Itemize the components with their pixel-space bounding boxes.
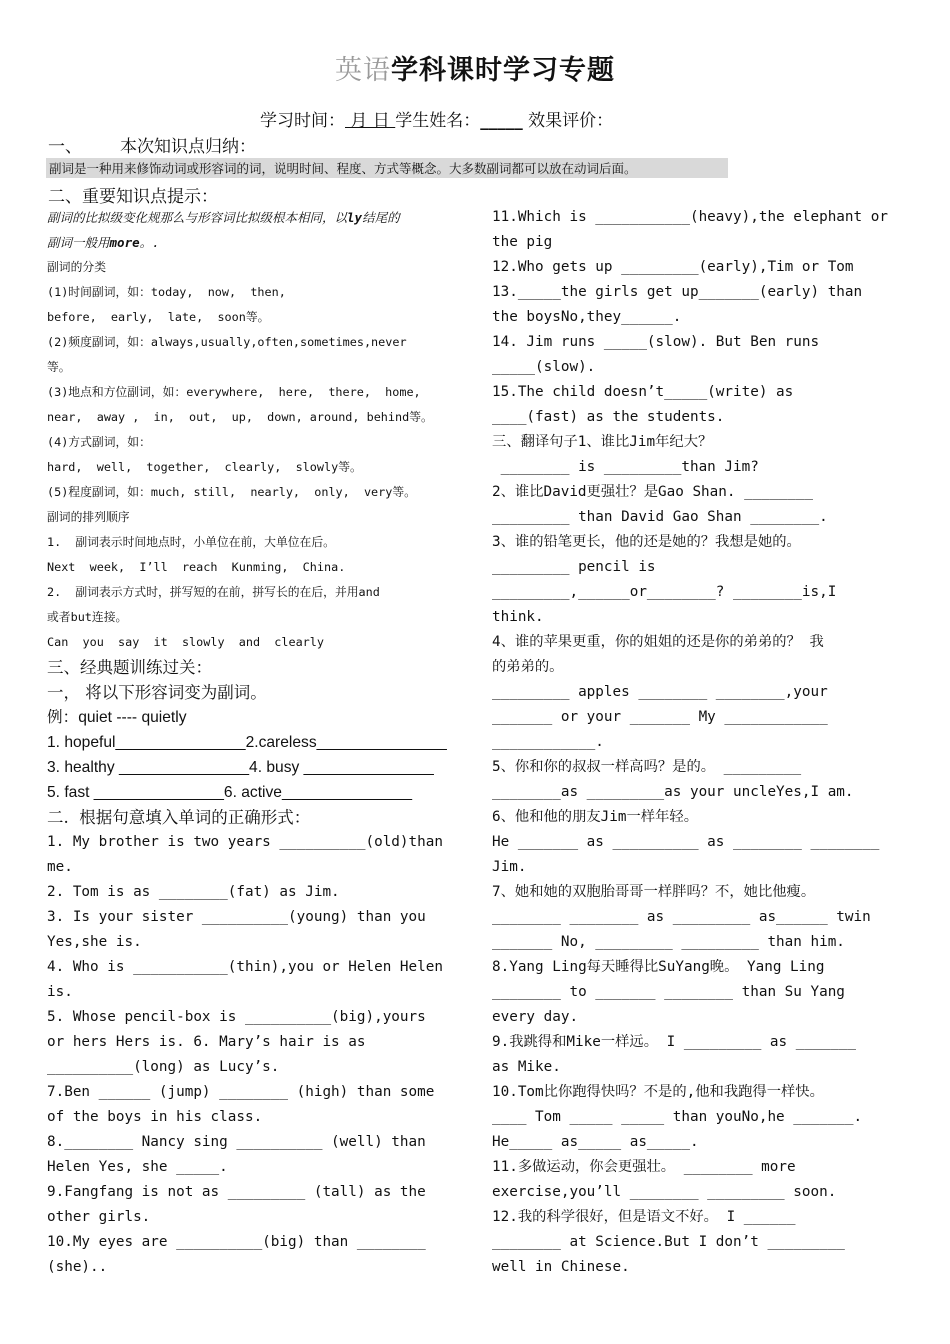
example-line: Can you say it slowly and clearly <box>47 635 324 649</box>
text-line: near, away , in, out, up, down, around, behind等。 <box>47 410 433 424</box>
question-line: 7.Ben ______ (jump) ________ (high) than some <box>47 1084 435 1100</box>
question-line: me. <box>47 859 73 875</box>
text-line: hard, well, together, clearly, slowly等。 <box>47 460 362 474</box>
student-name-blank: _____ <box>480 111 523 131</box>
text-line: (3)地点和方位副词，如：everywhere, here, there, home, <box>47 385 421 399</box>
translation-line: ________ is _________than Jim? <box>492 459 759 475</box>
question-line: 2. Tom is as ________(fat) as Jim. <box>47 884 340 900</box>
section1-title: 本次知识点归纳： <box>120 137 256 157</box>
question-line: or hers Hers is. 6. Mary’s hair is as <box>47 1034 366 1050</box>
translation-line: 11.多做运动，你会更强壮。 ________ more <box>492 1159 796 1175</box>
translation-line: 4、谁的苹果更重，你的姐姐的还是你的弟弟的？ 我 <box>492 634 824 650</box>
title-main: 学科课时学习专题 <box>391 55 615 86</box>
question-line: 5. Whose pencil-box is __________(big),yours <box>47 1009 426 1025</box>
question-line: 4. Who is ___________(thin),you or Helen Helen <box>47 959 443 975</box>
text-line: before, early, late, soon等。 <box>47 310 270 324</box>
study-time-label: 学习时间： <box>260 111 345 131</box>
left-column <box>47 205 459 1280</box>
question-line: the pig <box>492 234 553 250</box>
section2-heading: 二、重要知识点提示： <box>48 187 218 207</box>
class-title: 副词的分类 <box>47 260 106 274</box>
question-line: 3. Is your sister __________(young) than you <box>47 909 426 925</box>
right-column <box>492 205 898 1280</box>
title-subject: 英语 <box>335 55 391 86</box>
question-line: 9.Fangfang is not as _________ (tall) as the <box>47 1184 426 1200</box>
translation-line: 7、她和她的双胞胎哥哥一样胖吗？不，她比他瘦。 <box>492 884 816 900</box>
question-line: _____(slow). <box>492 359 596 375</box>
question-line: (she).. <box>47 1259 108 1275</box>
translation-line: think. <box>492 609 544 625</box>
translation-line: He_____ as_____ as_____. <box>492 1134 699 1150</box>
example-line: Next week, I’ll reach Kunming, China. <box>47 560 346 574</box>
question-line: is. <box>47 984 73 1000</box>
text-line: 等。 <box>47 360 71 374</box>
question-line: __________(long) as Lucy’s. <box>47 1059 280 1075</box>
intro-text: 副词一般用 <box>47 235 110 250</box>
question-line: Helen Yes, she _____. <box>47 1159 228 1175</box>
part2-heading: 二. 根据句意填入单词的正确形式： <box>47 808 311 827</box>
section1-heading <box>48 132 256 157</box>
translation-line: Jim. <box>492 859 527 875</box>
translation-line: He _______ as __________ as ________ ________ <box>492 834 880 850</box>
translation-line: 9.我跳得和Mike一样远。 I _________ as _______ <box>492 1034 856 1050</box>
intro-line <box>47 205 459 230</box>
intro-line <box>47 230 459 255</box>
summary-highlight: 副词是一种用来修饰动词或形容词的词，说明时间、程度、方式等概念。大多数副词都可以放在动词后面。 <box>46 158 728 178</box>
translation-line: ________as _________as your uncleYes,I am. <box>492 784 854 800</box>
translation-line: 三、翻译句子1、谁比Jim年纪大？ <box>492 434 713 450</box>
translation-line: exercise,you’ll ________ _________ soon. <box>492 1184 837 1200</box>
exercise-line: 5. fast _______________6. active_______________ <box>47 784 413 801</box>
translation-line: ________ ________ as _________ as______ twin <box>492 909 871 925</box>
translation-line: _______ No, _________ _________ than him. <box>492 934 845 950</box>
section1-num: 一、 <box>48 137 82 157</box>
text-line: 或者but连接。 <box>47 610 128 624</box>
intro-text: 副词的比拟级变化规那么与形容词比拟级根本相同，以 <box>47 210 348 225</box>
order-title: 副词的排列顺序 <box>47 510 130 524</box>
intro-ly: ly <box>347 210 363 225</box>
translation-line: _______ or your _______ My ____________ <box>492 709 828 725</box>
translation-line: 6、他和他的朋友Jim一样年轻。 <box>492 809 698 825</box>
question-line: 13._____the girls get up_______(early) than <box>492 284 863 300</box>
question-line: 14. Jim runs _____(slow). But Ben runs <box>492 334 820 350</box>
translation-line: ____________. <box>492 734 604 750</box>
question-line: 15.The child doesn’t_____(write) as <box>492 384 794 400</box>
translation-line: ____ Tom _____ _____ than youNo,he _______. <box>492 1109 863 1125</box>
translation-line: 5、你和你的叔叔一样高吗？是的。 _________ <box>492 759 802 775</box>
translation-line: 的弟弟的。 <box>492 659 564 675</box>
question-line: other girls. <box>47 1209 151 1225</box>
example-line: 例：quiet ---- quietly <box>47 709 187 726</box>
translation-line: well in Chinese. <box>492 1259 630 1275</box>
translation-line: ________ at Science.But I don’t _________ <box>492 1234 845 1250</box>
translation-line: as Mike. <box>492 1059 561 1075</box>
text-line: (4)方式副词，如： <box>47 435 151 449</box>
intro-text-end: 结尾的 <box>362 210 400 225</box>
translation-line: every day. <box>492 1009 579 1025</box>
meta-line <box>260 106 613 131</box>
translation-line: _________,______or________? ________is,I <box>492 584 837 600</box>
question-line: Yes,she is. <box>47 934 142 950</box>
translation-line: ________ to _______ ________ than Su Yang <box>492 984 845 1000</box>
text-line: (2)频度副词，如：always,usually,often,sometimes,never <box>47 335 407 349</box>
text-line: (1)时间副词，如：today, now, then, <box>47 285 286 299</box>
question-line: of the boys in his class. <box>47 1109 263 1125</box>
translation-line: 12.我的科学很好，但是语文不好。 I ______ <box>492 1209 796 1225</box>
section3-heading: 三、经典题训练过关： <box>47 658 212 677</box>
exercise-line: 3. healthy _______________4. busy _______________ <box>47 759 434 776</box>
translation-line: _________ apples ________ ________,your <box>492 684 828 700</box>
question-line: 10.My eyes are __________(big) than ________ <box>47 1234 426 1250</box>
intro-more: more <box>109 235 140 250</box>
text-line: 1. 副词表示时间地点时，小单位在前，大单位在后。 <box>47 535 335 549</box>
translation-line: 2、谁比David更强壮？是Gao Shan. ________ <box>492 484 813 500</box>
page-title <box>0 48 950 87</box>
question-line: 1. My brother is two years __________(old)than <box>47 834 443 850</box>
translation-line: _________ than David Gao Shan ________. <box>492 509 828 525</box>
text-line: (5)程度副词，如：much, still, nearly, only, very等。 <box>47 485 416 499</box>
question-line: 11.Which is ___________(heavy),the elephant or <box>492 209 888 225</box>
question-line: 12.Who gets up _________(early),Tim or Tom <box>492 259 854 275</box>
text-line: 2. 副词表示方式时，拼写短的在前，拼写长的在后，并用and <box>47 585 380 599</box>
study-time-value: 月 日 <box>345 111 396 131</box>
exercise-line: 1. hopeful_______________2.careless_______________ <box>47 734 447 751</box>
student-name-label: 学生姓名： <box>395 111 481 131</box>
part1-heading: 一， 将以下形容词变为副词。 <box>47 683 267 702</box>
translation-line: 8.Yang Ling每天睡得比SuYang晚。 Yang Ling <box>492 959 825 975</box>
intro-text-end: 。. <box>139 235 160 250</box>
translation-line: 3、谁的铅笔更长，他的还是她的？我想是她的。 <box>492 534 801 550</box>
evaluation-label: 效果评价： <box>528 111 614 131</box>
question-line: 8.________ Nancy sing __________ (well) than <box>47 1134 426 1150</box>
translation-line: 10.Tom比你跑得快吗？不是的,他和我跑得一样快。 <box>492 1084 824 1100</box>
translation-line: _________ pencil is <box>492 559 656 575</box>
question-line: the boysNo,they______. <box>492 309 682 325</box>
question-line: ____(fast) as the students. <box>492 409 725 425</box>
